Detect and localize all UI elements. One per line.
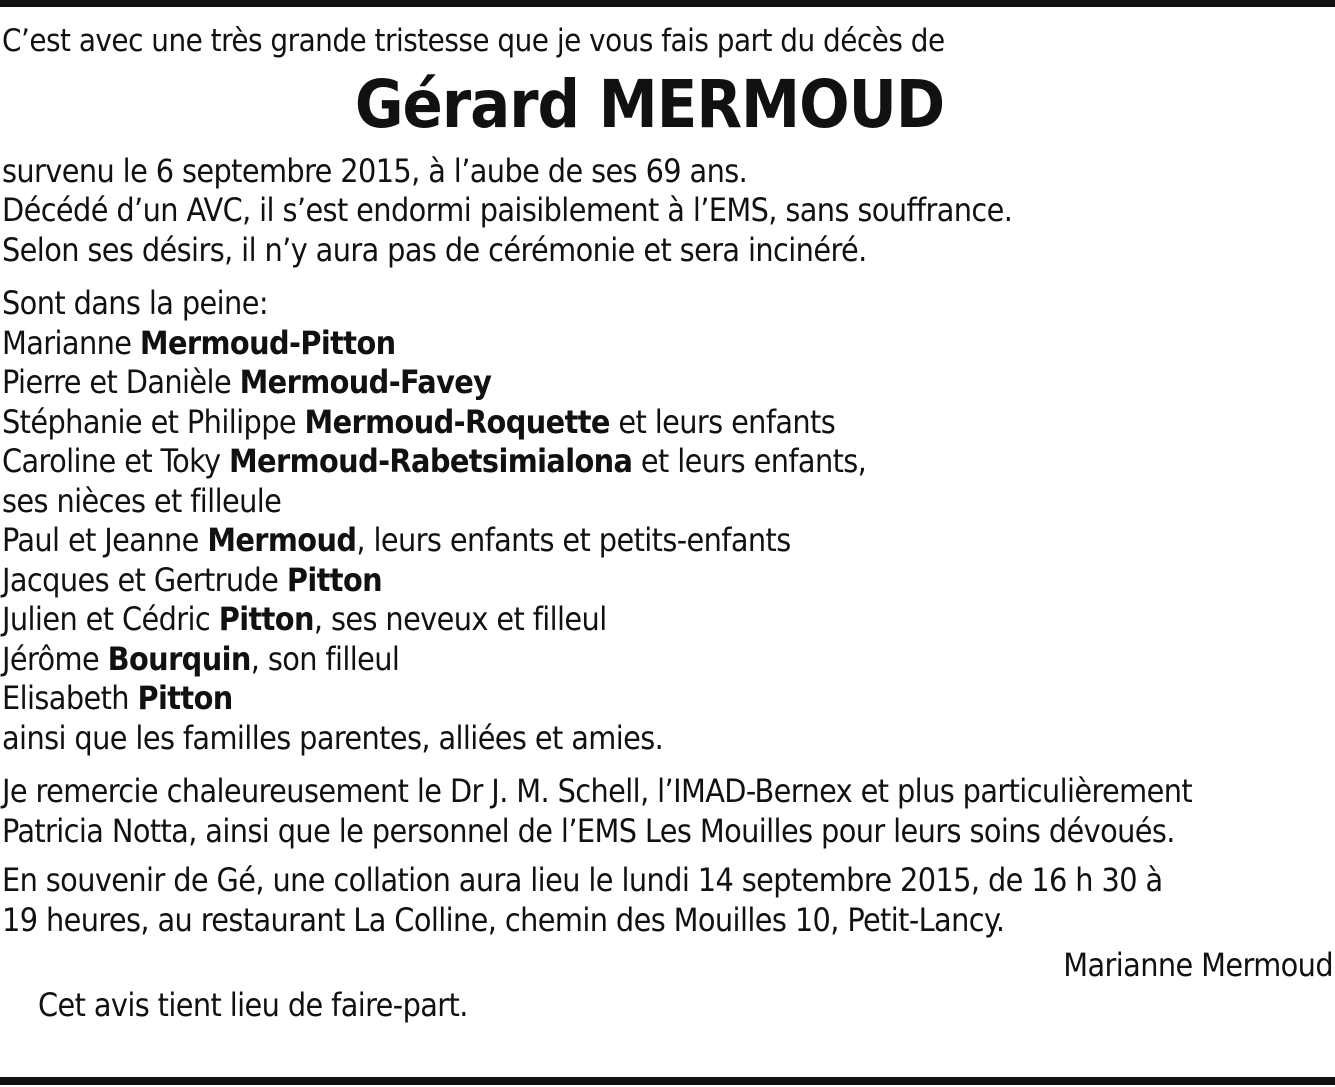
mourner-family-name: Mermoud: [207, 521, 357, 559]
mourner-family-name: Pitton: [218, 600, 314, 638]
faire-part-note: Cet avis tient lieu de faire-part.: [38, 985, 468, 1024]
mourner-line: [2, 600, 1335, 640]
mourner-given-names: Paul et Jeanne: [2, 521, 208, 559]
mourner-relation: et leurs enfants: [609, 402, 836, 441]
mourner-family-name: Pitton: [137, 679, 233, 717]
mourner-family-name: Mermoud-Pitton: [139, 323, 396, 362]
mourner-line: [2, 482, 1335, 522]
memorial-paragraph: [2, 861, 1335, 940]
mourner-family-name: Pitton: [286, 560, 383, 599]
mourner-line: [2, 640, 1335, 680]
mourner-line: [2, 679, 1335, 719]
intro-text: C’est avec une très grande tristesse que je vous fais part du décès de: [2, 23, 945, 59]
mourner-given-names: Elisabeth: [2, 679, 138, 717]
mourner-line: [2, 363, 1335, 403]
signature: Marianne Mermoud: [1063, 946, 1333, 984]
detail-line: survenu le 6 septembre 2015, à l’aube de ses 69 ans.: [2, 151, 748, 190]
death-details: [2, 152, 1335, 271]
top-rule: [0, 0, 1335, 7]
memorial-line: 19 heures, au restaurant La Colline, chemin des Mouilles 10, Petit-Lancy.: [2, 900, 1005, 939]
thanks-line: Je remercie chaleureusement le Dr J. M. Schell, l’IMAD-Bernex et plus particulièrement: [2, 772, 1193, 810]
mourner-given-names: Pierre et Danièle: [2, 363, 240, 401]
mourner-relation: , son filleul: [250, 639, 400, 678]
mourner-line: [2, 521, 1335, 561]
mourner-given-names: Caroline et Toky: [2, 442, 229, 480]
detail-line: Selon ses désirs, il n’y aura pas de cérémonie et sera incinéré.: [2, 230, 867, 269]
mourner-given-names: ainsi que les familles parentes, alliées et amies.: [2, 718, 664, 757]
mourner-family-name: Mermoud-Favey: [239, 363, 492, 401]
mourner-line: [2, 403, 1335, 443]
mourner-line: [2, 324, 1335, 364]
obituary-notice: [2, 22, 1335, 1025]
mourner-given-names: Stéphanie et Philippe: [2, 402, 305, 441]
mourners-section: [2, 284, 1335, 758]
mourner-line: [2, 719, 1335, 759]
thanks-line: Patricia Notta, ainsi que le personnel de l’EMS Les Mouilles pour leurs soins dévoués.: [2, 811, 1175, 850]
mourners-list: [2, 324, 1335, 759]
thanks-paragraph: [2, 772, 1335, 851]
memorial-line: En souvenir de Gé, une collation aura lieu le lundi 14 septembre 2015, de 16 h 30 à: [2, 861, 1163, 899]
mourner-given-names: Julien et Cédric: [2, 600, 219, 638]
mourner-family-name: Bourquin: [107, 639, 251, 678]
deceased-name: Gérard MERMOUD: [354, 65, 945, 143]
mourners-heading: Sont dans la peine:: [2, 284, 268, 322]
mourner-relation: et leurs enfants,: [632, 442, 867, 480]
mourner-family-name: Mermoud-Roquette: [304, 402, 610, 441]
mourner-given-names: Jacques et Gertrude: [2, 560, 287, 599]
mourner-given-names: Marianne: [2, 323, 140, 362]
mourner-line: [2, 442, 1335, 482]
mourner-family-name: Mermoud-Rabetsimialona: [229, 442, 633, 480]
detail-line: Décédé d’un AVC, il s’est endormi paisiblement à l’EMS, sans souffrance.: [2, 191, 1013, 229]
mourner-given-names: ses nièces et filleule: [2, 481, 282, 520]
mourner-given-names: Jérôme: [2, 639, 108, 678]
bottom-rule: [0, 1077, 1335, 1085]
mourner-relation: , leurs enfants et petits-enfants: [356, 521, 791, 559]
mourner-relation: , ses neveux et filleul: [313, 600, 607, 638]
mourner-line: [2, 561, 1335, 601]
